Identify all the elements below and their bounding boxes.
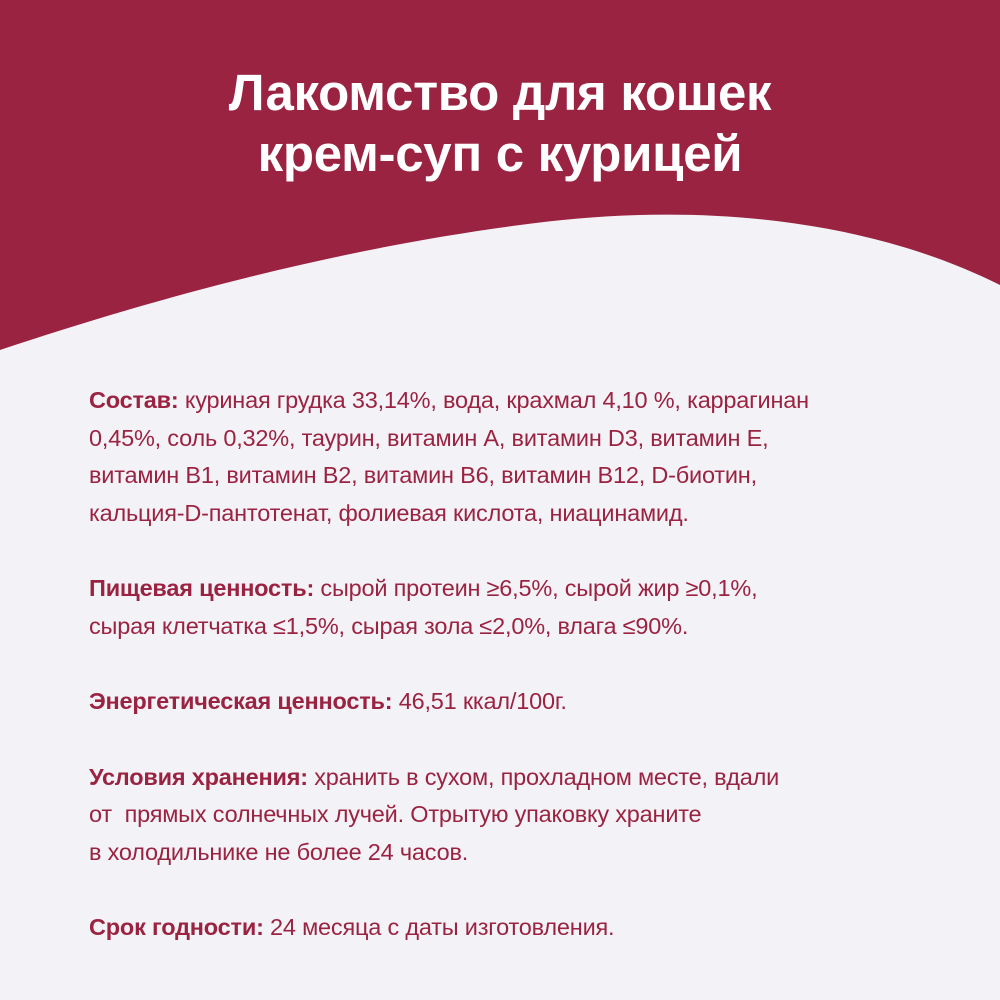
shelf-life-label: Срок годности: xyxy=(89,914,264,940)
storage-line-2: от прямых солнечных лучей. Отрытую упаковку храните xyxy=(89,801,702,827)
energy-line-1 xyxy=(89,683,949,721)
storage-section xyxy=(89,759,949,872)
nutrition-line-2: сырая клетчатка ≤1,5%, сырая зола ≤2,0%, влага ≤90%. xyxy=(89,612,689,639)
composition-label: Состав: xyxy=(89,387,179,413)
composition-line-2: 0,45%, соль 0,32%, таурин, витамин А, витамин D3, витамин Е, xyxy=(89,424,769,451)
composition-line-4: кальция-D-пантотенат, фолиевая кислота, ниацинамид. xyxy=(89,499,689,526)
storage-line-3: в холодильнике не более 24 часов. xyxy=(89,838,469,865)
energy-text-1: 46,51 ккал/100г. xyxy=(392,688,567,714)
composition-text-1: куриная грудка 33,14%, вода, крахмал 4,10 %, каррагинан xyxy=(178,387,809,413)
nutrition-text-1: сырой протеин ≥6,5%, сырой жир ≥0,1%, xyxy=(314,575,758,601)
storage-text-1: хранить в сухом, прохладном месте, вдали xyxy=(307,763,780,790)
energy-label: Энергетическая ценность: xyxy=(89,688,393,714)
energy-section xyxy=(89,683,949,721)
shelf-life-section xyxy=(89,909,949,947)
nutrition-line-1 xyxy=(89,570,949,608)
composition-line-1 xyxy=(89,382,949,420)
storage-line-1 xyxy=(89,759,949,797)
storage-label: Условия хранения: xyxy=(89,763,308,790)
product-info xyxy=(89,382,949,947)
page-title xyxy=(0,62,1000,184)
nutrition-label: Пищевая ценность: xyxy=(89,575,315,601)
nutrition-section xyxy=(89,570,949,645)
title-line-1: Лакомство для кошек xyxy=(228,64,772,121)
shelf-life-line-1 xyxy=(89,909,949,947)
composition-section xyxy=(89,382,949,532)
shelf-life-text-1: 24 месяца с даты изготовления. xyxy=(263,914,615,940)
composition-line-3: витамин В1, витамин В2, витамин В6, витамин В12, D-биотин, xyxy=(89,462,757,488)
title-line-2: крем-суп с курицей xyxy=(257,125,743,182)
